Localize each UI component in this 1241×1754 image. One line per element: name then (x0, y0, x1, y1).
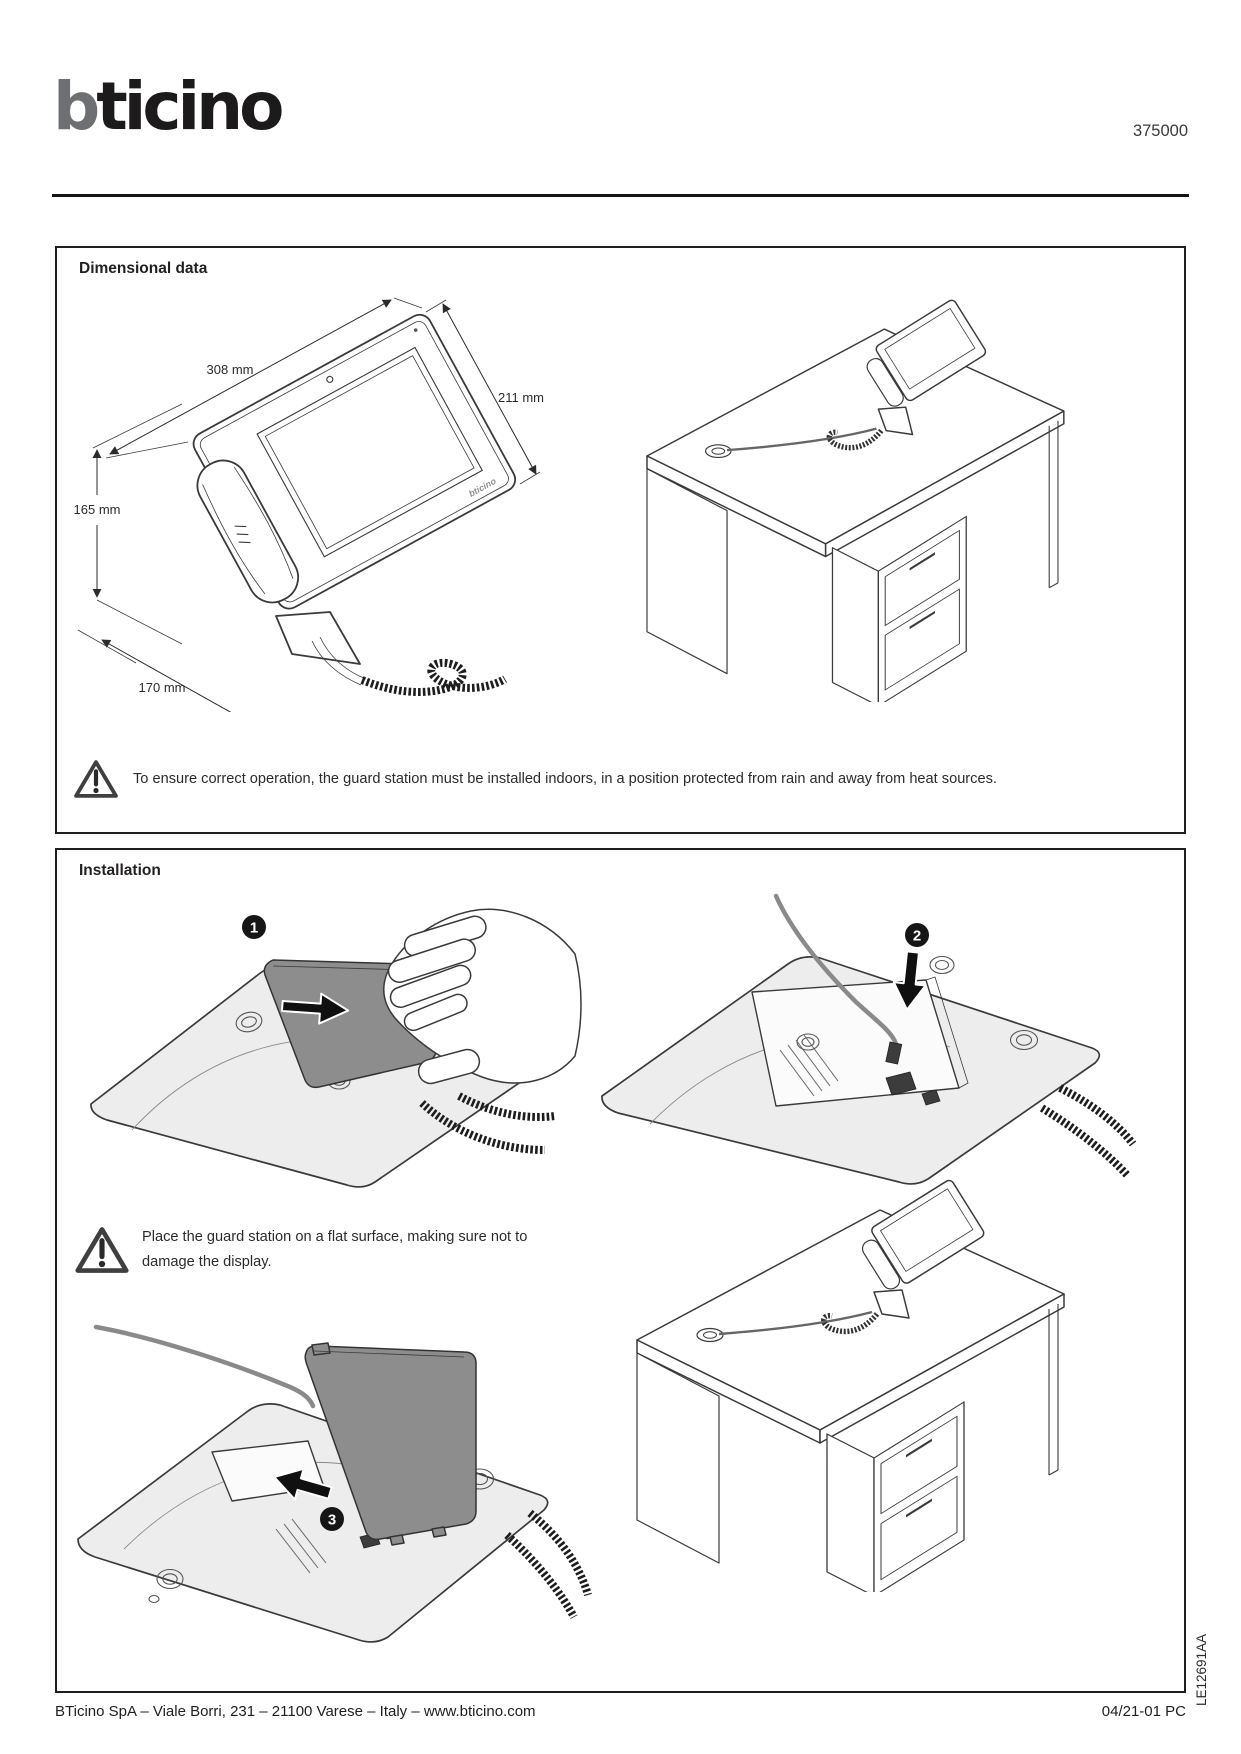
flat-surface-warning-text: Place the guard station on a flat surface, making sure not to damage the display. (142, 1229, 528, 1270)
dimensional-data-title: Dimensional data (79, 260, 208, 277)
device-brand-label: bticino (467, 475, 498, 499)
device-base (78, 1404, 548, 1642)
document-code: LE12691AA (1194, 1633, 1209, 1706)
installation-section (55, 848, 1186, 1693)
coiled-cord (1060, 1088, 1133, 1144)
desk-illustration-2 (622, 1172, 1072, 1592)
desk-illustration-1 (632, 292, 1072, 702)
logo-rest: ticino (96, 68, 281, 145)
stand-base (276, 612, 360, 664)
dimensional-data-section (55, 246, 1186, 834)
header-rule (52, 194, 1189, 197)
dimension-depth (78, 630, 248, 712)
flat-surface-warning-row (74, 1224, 694, 1276)
logo-letter-b: b (53, 68, 97, 145)
bticino-logo (53, 68, 281, 145)
coiled-cord (362, 663, 505, 692)
coiled-cord (530, 1513, 588, 1595)
installation-step-1-illustration (77, 898, 582, 1190)
installation-title: Installation (79, 862, 161, 879)
depth-label: 170 mm (138, 680, 186, 695)
height-label: 211 mm (498, 390, 544, 405)
product-code: 375000 (1132, 122, 1188, 140)
warning-icon (74, 1224, 130, 1276)
svg-text:2: 2 (912, 927, 922, 945)
front-height-label: 165 mm (73, 502, 121, 517)
indoor-warning-text: To ensure correct operation, the guard station must be installed indoors, in a position protected from rain and away from heat sources. (133, 770, 997, 787)
dimension-front-height (74, 404, 182, 644)
installation-step-2-illustration (590, 892, 1138, 1192)
page-footer (55, 1703, 1186, 1720)
svg-text:1: 1 (249, 919, 259, 937)
width-label: 308 mm (206, 362, 254, 377)
company-address: BTicino SpA – Viale Borri, 231 – 21100 Varese – Italy – www.bticino.com (55, 1703, 536, 1720)
revision-code: 04/21-01 PC (1101, 1703, 1186, 1720)
installation-step-3-illustration (62, 1287, 592, 1652)
warning-icon (73, 758, 119, 800)
indoor-warning-row (73, 758, 1163, 800)
connection-cable (96, 1327, 313, 1406)
guard-station-front-view (173, 311, 519, 622)
svg-text:3: 3 (327, 1511, 337, 1529)
dimensional-drawing (62, 292, 582, 712)
